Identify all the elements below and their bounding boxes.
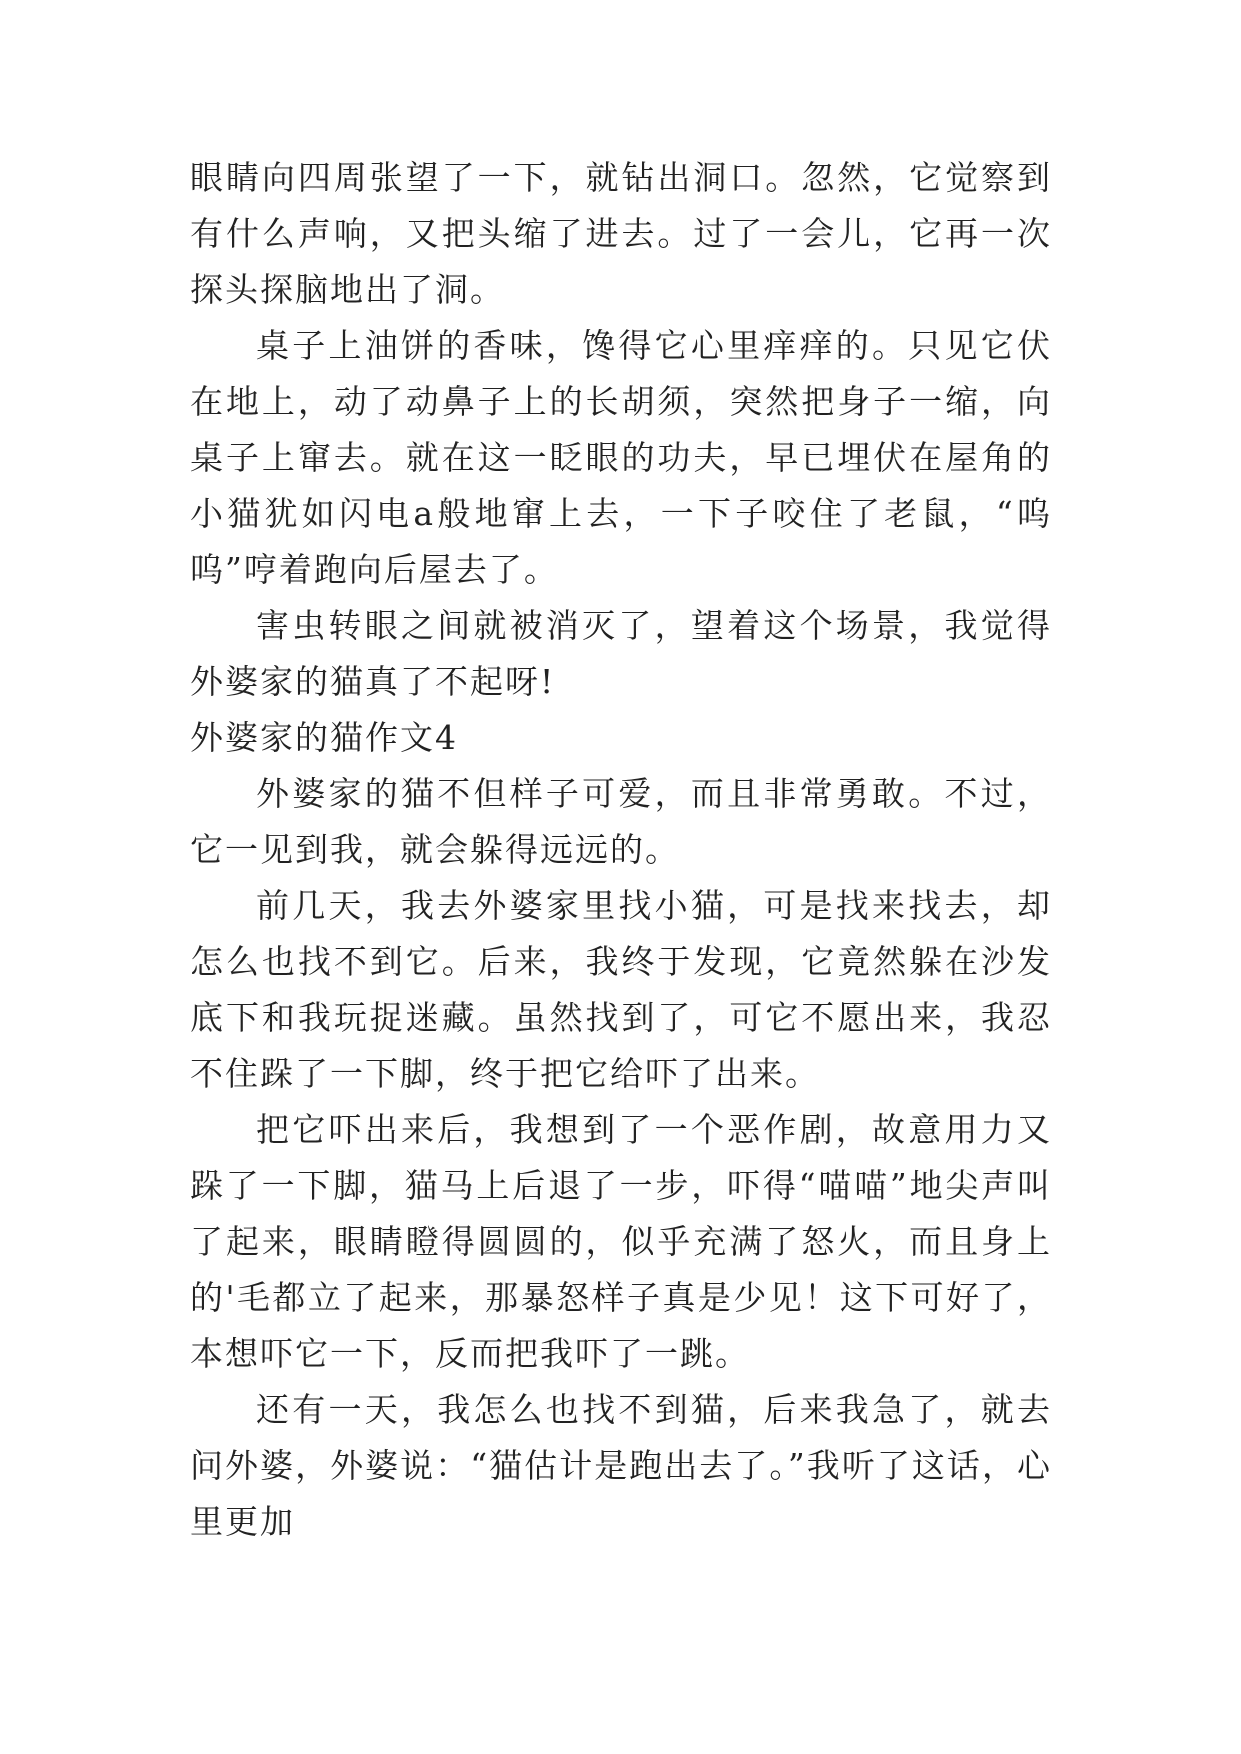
paragraph: 害虫转眼之间就被消灭了，望着这个场景，我觉得外婆家的猫真了不起呀!	[190, 606, 1052, 701]
paragraph: 把它吓出来后，我想到了一个恶作剧，故意用力又跺了一下脚，猫马上后退了一步，吓得“喵喵”地尖声叫了起来，眼睛瞪得圆圆的，似乎充满了怒火，而且身上的'毛都立了起来，那暴怒样子真是少见！这下可好了，本想吓它一下，反而把我吓了一跳。	[190, 1110, 1052, 1373]
paragraph-continued: 眼睛向四周张望了一下，就钻出洞口。忽然，它觉察到有什么声响，又把头缩了进去。过了一会儿，它再一次探头探脑地出了洞。	[190, 158, 1052, 309]
article-body	[190, 150, 1052, 1550]
section-title: 外婆家的猫作文4	[190, 718, 458, 757]
paragraph: 桌子上油饼的香味，馋得它心里痒痒的。只见它伏在地上，动了动鼻子上的长胡须，突然把身子一缩，向桌子上窜去。就在这一眨眼的功夫，早已埋伏在屋角的小猫犹如闪电a般地窜上去，一下子咬住了老鼠，“呜呜”哼着跑向后屋去了。	[190, 326, 1052, 589]
paragraph: 还有一天，我怎么也找不到猫，后来我急了，就去问外婆，外婆说：“猫估计是跑出去了。”我听了这话，心里更加	[190, 1390, 1052, 1541]
paragraph: 外婆家的猫不但样子可爱，而且非常勇敢。不过，它一见到我，就会躲得远远的。	[190, 774, 1052, 869]
paragraph: 前几天，我去外婆家里找小猫，可是找来找去，却怎么也找不到它。后来，我终于发现，它竟然躲在沙发底下和我玩捉迷藏。虽然找到了，可它不愿出来，我忍不住跺了一下脚，终于把它给吓了出来。	[190, 886, 1052, 1093]
